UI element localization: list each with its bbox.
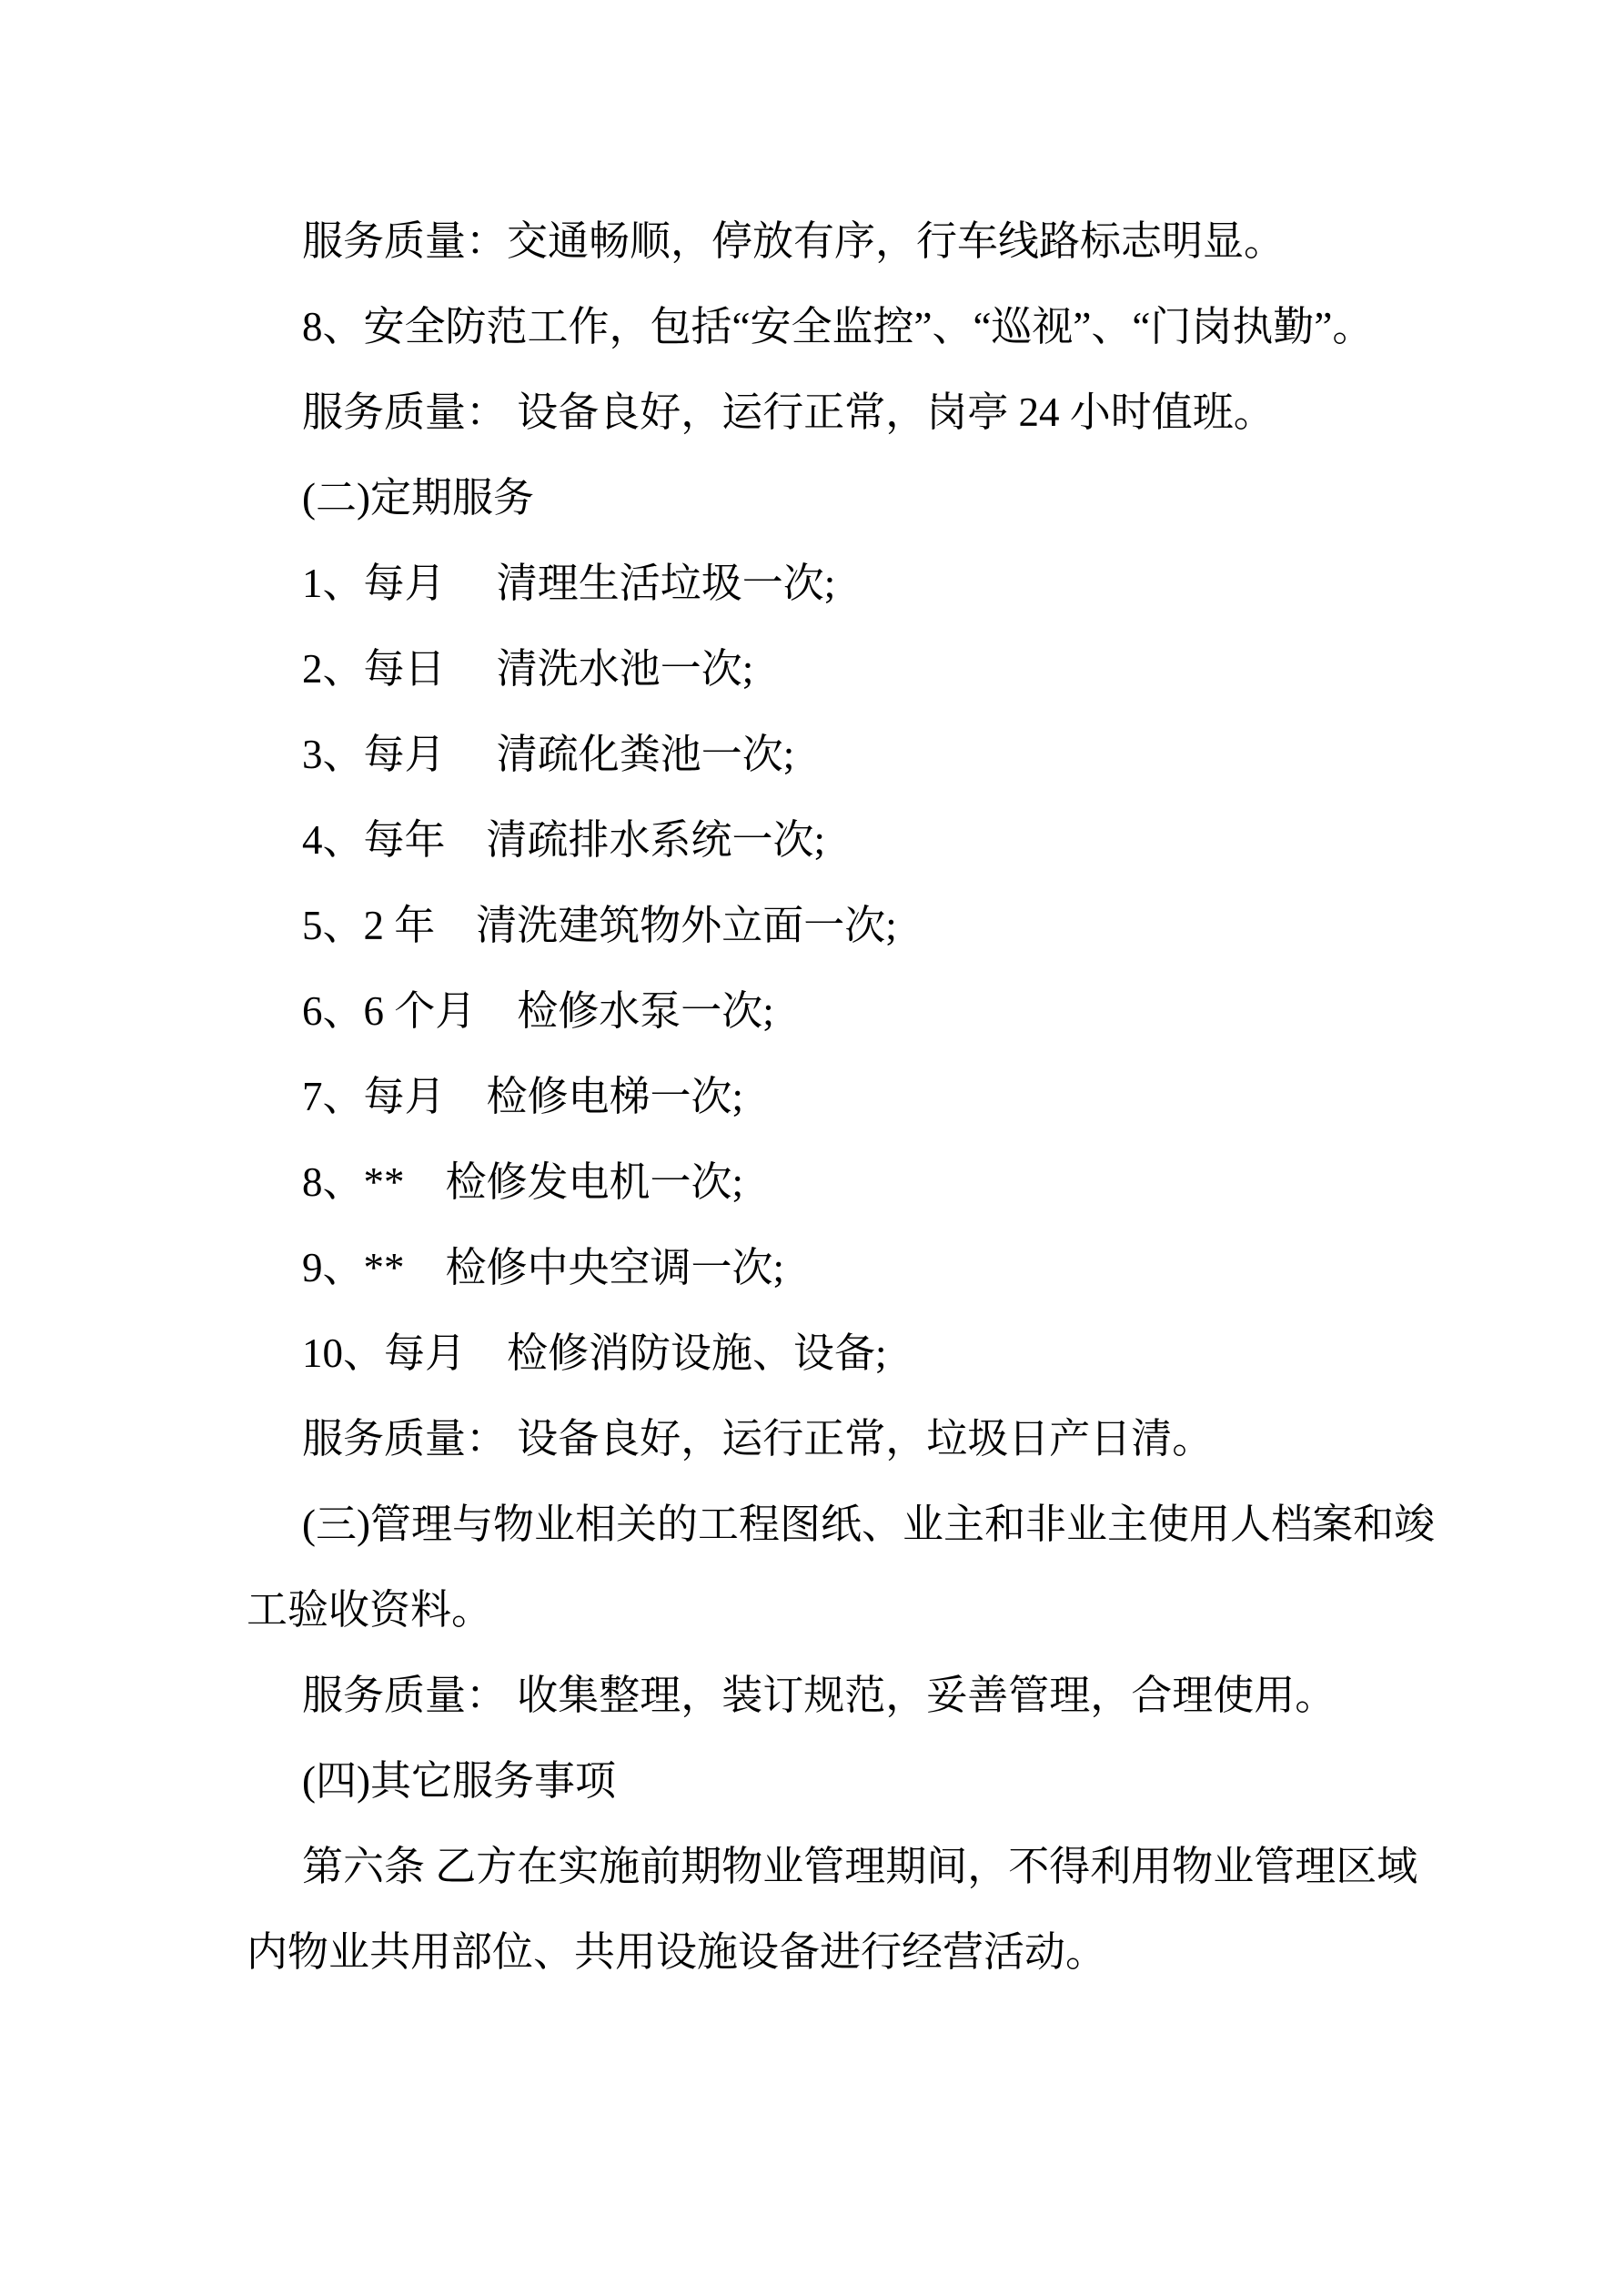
text-line-21: 内物业共用部位、共用设施设备进行经营活动。: [247, 1929, 1107, 1975]
text-line-12: 8、** 检修发电机一次;: [302, 1159, 744, 1205]
text-line-18: 服务质量： 收集整理，装订规范，妥善管理，合理使用。: [302, 1673, 1337, 1718]
text-line-14: 10、每月 检修消防设施、设备;: [302, 1330, 887, 1376]
text-line-11: 7、每月 检修电梯一次;: [302, 1074, 744, 1119]
text-line-3: 服务质量： 设备良好，运行正常，岗亭 24 小时值班。: [302, 389, 1275, 435]
text-line-10: 6、6 个月 检修水泵一次;: [302, 988, 774, 1034]
document-content: [247, 198, 1457, 1995]
text-line-5: 1、每月 清理生活垃圾一次;: [302, 561, 836, 606]
text-line-4: (二)定期服务: [302, 475, 534, 521]
text-line-2: 8、安全防范工作，包括“安全监控”、“巡视”、“门岗执勤”。: [302, 304, 1374, 349]
text-line-15: 服务质量： 设备良好，运行正常，垃圾日产日清。: [302, 1416, 1214, 1462]
text-line-20: 第六条 乙方在实施前期物业管理期间，不得利用物业管理区域: [302, 1844, 1418, 1889]
text-line-9: 5、2 年 清洗建筑物外立面一次;: [302, 903, 897, 948]
text-line-8: 4、每年 清疏排水系统一次;: [302, 817, 826, 863]
text-line-7: 3、每月 清疏化粪池一次;: [302, 732, 795, 777]
text-line-1: 服务质量：交通畅顺，停放有序，行车线路标志明显。: [302, 218, 1286, 264]
text-line-13: 9、** 检修中央空调一次;: [302, 1245, 785, 1290]
text-line-19: (四)其它服务事项: [302, 1758, 616, 1804]
text-line-16: (三)管理与物业相关的工程图纸、业主和非业主使用人档案和竣: [302, 1502, 1435, 1547]
text-line-6: 2、每日 清洗水池一次;: [302, 646, 754, 692]
text-line-17: 工验收资料。: [247, 1587, 493, 1633]
